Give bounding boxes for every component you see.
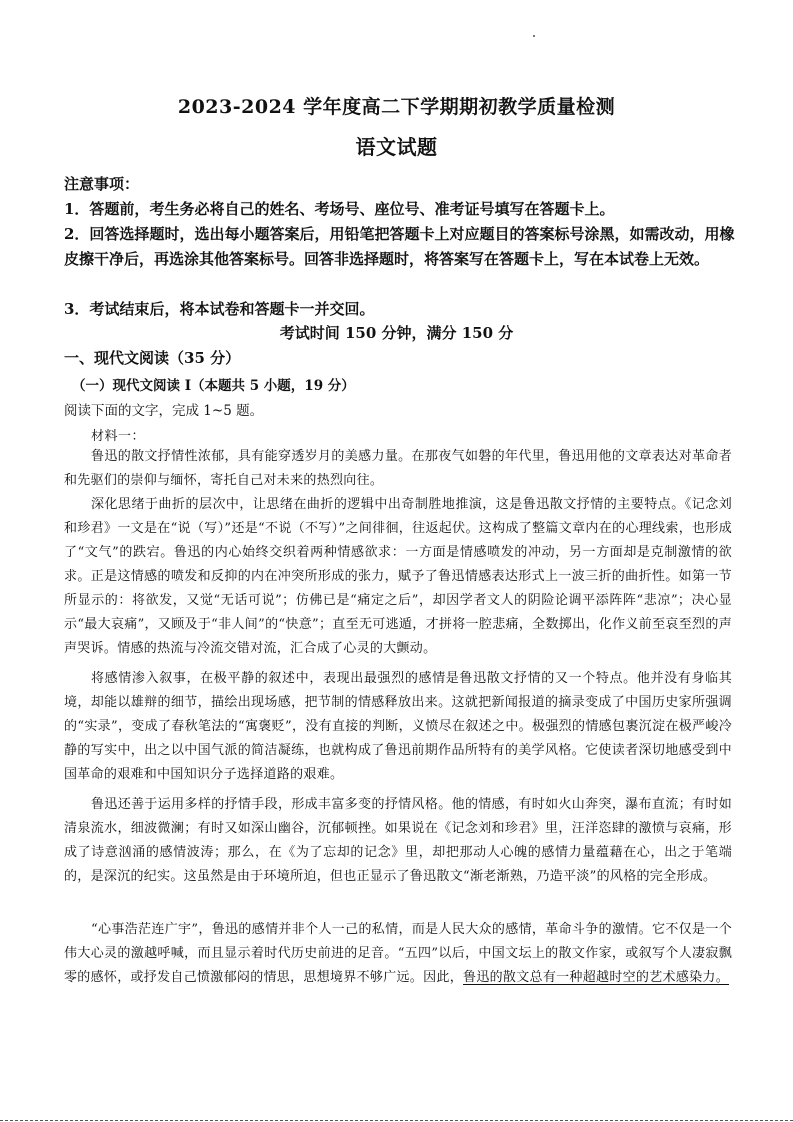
- paragraph-4: 鲁迅还善于运用多样的抒情手段，形成丰富多变的抒情风格。他的情感，有时如火山奔突，瀑布直流；有时如清泉流水，细波微澜；有时又如深山幽谷，沉郁顿挫。如果说在《记念刘和珍君》里，汪洋恣肆的激愤与哀痛，形成了诗意汹涌的感情波涛；那么，在《为了忘却的记念》里，却把那动人心魄的感情力量蕴藉在心，出之于笔端的，是深沉的纪实。这虽然是由于环境所迫，但也正显示了鲁迅散文“渐老渐熟，乃造平淡”的风格的完全形成。: [64, 797, 732, 884]
- paragraph-5: [64, 918, 732, 990]
- reading-instruction: 阅读下面的文字，完成 1~5 题。: [64, 403, 264, 419]
- underlined-sentence: 鲁迅的散文总有一种超越时空的艺术感染力。: [463, 970, 730, 985]
- notice-heading: 注意事项：: [64, 175, 140, 193]
- section-heading: 一、现代文阅读（35 分）: [64, 349, 241, 367]
- page-bottom-divider: [0, 1120, 793, 1121]
- exam-subtitle: 语文试题: [355, 135, 438, 159]
- paragraph-3: 将感情渗入叙事，在极平静的叙述中，表现出最强烈的感情是鲁迅散文抒情的又一个特点。他并没有身临其境，却能以雄辩的细节，描绘出现场感，把节制的情感释放出来。这就把新闻报道的摘录变成了中国历史家所强调的“实录”，变成了春秋笔法的“寓褒贬”，没有直接的判断，义愤尽在叙述之中。极强烈的情感包裹沉淀在极严峻冷静的写实中，出之以中国气派的简洁凝练，也就构成了鲁迅前期作品所特有的美学风格。它使读者深切地感受到中国革命的艰难和中国知识分子选择道路的艰难。: [64, 671, 732, 782]
- paragraph-5-text: “心事浩茫连广宇”，鲁迅的感情并非个人一己的私情，而是人民大众的感情，革命斗争的激情。它不仅是一个伟大心灵的激越呼喊，而且显示着时代历史前进的足音。“五四”以后，中国文坛上的散文作家，或叙写个人凄寂飘零的感怀，或抒发自己愤激郁闷的情思，思想境界不够广远。因此，: [64, 922, 732, 985]
- material-label: 材料一：: [91, 429, 146, 444]
- section-subheading: （一）现代文阅读 I（本题共 5 小题，19 分）: [72, 378, 355, 394]
- notice-item-2: 2．回答选择题时，选出每小题答案后，用铅笔把答题卡上对应题目的答案标号涂黑，如需改动，用橡皮擦干净后，再选涂其他答案标号。回答非选择题时，将答案写在答题卡上，写在本试卷上无效。: [64, 225, 735, 268]
- exam-duration: 考试时间 150 分钟，满分 150 分: [279, 324, 514, 342]
- scan-speck: [533, 35, 535, 37]
- paragraph-2: 深化思绪于曲折的层次中，让思绪在曲折的逻辑中出奇制胜地推演，这是鲁迅散文抒情的主要特点。《记念刘和珍君》一文是在“说（写）”还是“不说（不写）”之间徘徊，往返起伏。这构成了整篇文章内在的心理线索，也形成了“文气”的跌宕。鲁迅的内心始终交织着两种情感欲求：一方面是情感喷发的冲动，另一方面却是克制激情的欲求。正是这情感的喷发和反抑的内在冲突所形成的张力，赋予了鲁迅情感表达形式上一波三折的曲折性。如第一节所显示的：将欲发，又觉“无话可说”；仿佛已是“痛定之后”，却因学者文人的阴险论调平添阵阵“悲凉”；决心显示“最大哀痛”，又顾及于“非人间”的“快意”；直至无可逃遁，才拼将一腔悲痛，全数掷出，化作义前至哀至烈的声声哭诉。情感的热流与冷流交错对流，汇合成了心灵的大颤动。: [64, 497, 732, 656]
- notice-item-1: 1．答题前，考生务必将自己的姓名、考场号、座位号、准考证号填写在答题卡上。: [64, 200, 615, 218]
- exam-title: 2023-2024 学年度高二下学期期初教学质量检测: [177, 96, 616, 118]
- paragraph-1: 鲁迅的散文抒情性浓郁，具有能穿透岁月的美感力量。在那夜气如磐的年代里，鲁迅用他的文章表达对革命者和先驱们的崇仰与缅怀，寄托自己对未来的热烈向往。: [64, 449, 732, 488]
- notice-item-3: 3．考试结束后，将本试卷和答题卡一并交回。: [64, 300, 375, 318]
